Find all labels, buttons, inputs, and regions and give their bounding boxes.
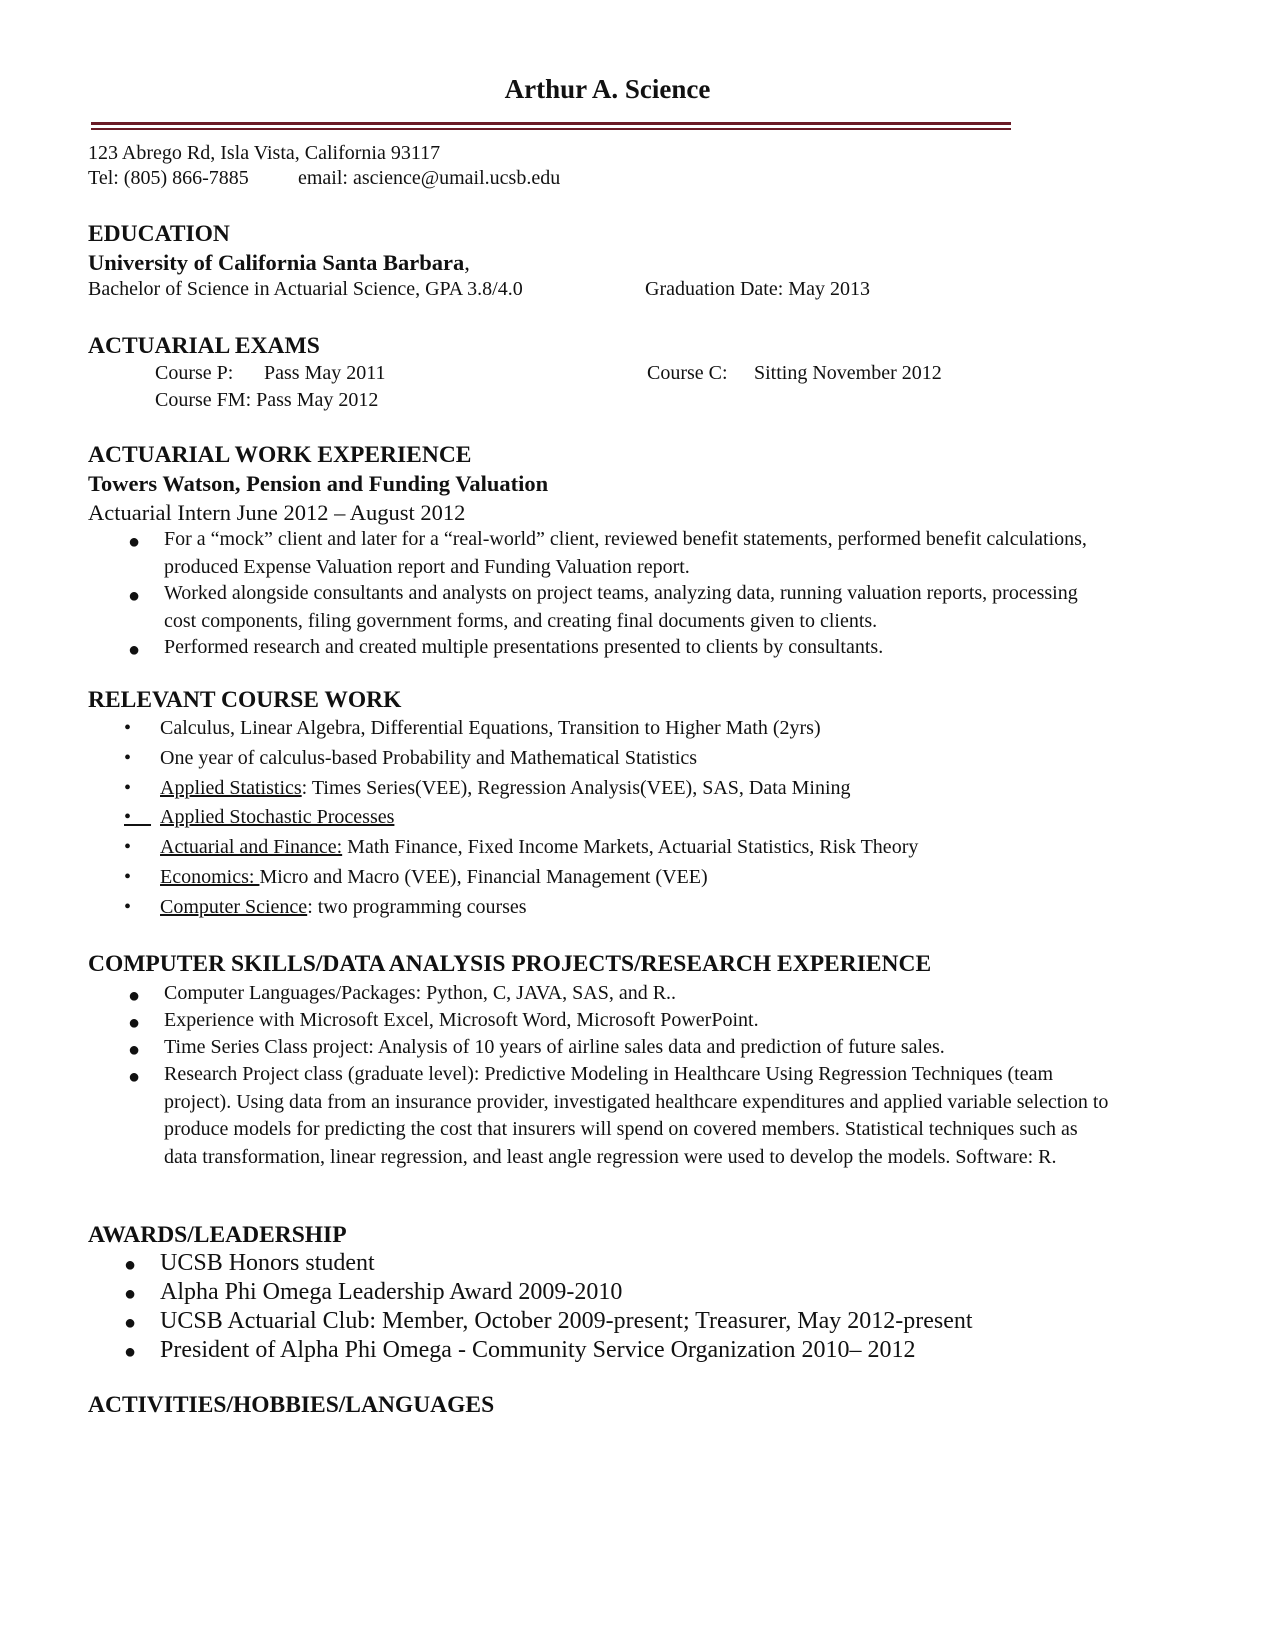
- course-label: Computer Science: [160, 896, 308, 918]
- course-item-5: [160, 836, 918, 859]
- course-text: : Times Series(VEE), Regression Analysis(VEE), SAS, Data Mining: [301, 777, 851, 799]
- work-bullet-2: Worked alongside consultants and analysts on project teams, analyzing data, running valuation reports, processing cost components, filing government forms, and creating final documents given to clients.: [164, 582, 1078, 632]
- exam-c-value: Sitting November 2012: [754, 362, 942, 384]
- bullet-icon: ●: [128, 1039, 141, 1061]
- exams-heading: ACTUARIAL EXAMS: [88, 333, 320, 359]
- course-label: Economics:: [160, 866, 260, 888]
- education-school: University of California Santa Barbara: [88, 250, 465, 275]
- bullet-icon: ●: [128, 531, 141, 553]
- course-text: Calculus, Linear Algebra, Differential Equations, Transition to Higher Math (2yrs): [160, 717, 821, 739]
- contact-address: 123 Abrego Rd, Isla Vista, California 93117: [88, 142, 441, 164]
- contact-email: email: ascience@umail.ucsb.edu: [298, 167, 561, 189]
- course-label: Applied Statistics: [160, 777, 302, 799]
- bullet-icon: ●: [128, 639, 141, 661]
- course-item-3: [160, 777, 851, 800]
- award-item-1: UCSB Honors student: [160, 1250, 375, 1276]
- work-bullet-1: For a “mock” client and later for a “real-world” client, reviewed benefit statements, performed benefit calculations, produced Expense Valuation report and Funding Valuation report.: [164, 528, 1087, 578]
- bullet-icon: •: [124, 806, 152, 828]
- coursework-heading: RELEVANT COURSE WORK: [88, 687, 402, 713]
- activities-heading: ACTIVITIES/HOBBIES/LANGUAGES: [88, 1392, 495, 1418]
- applicant-name: Arthur A. Science: [504, 74, 711, 104]
- work-heading: ACTUARIAL WORK EXPERIENCE: [88, 442, 472, 468]
- work-bullet-3: Performed research and created multiple presentations presented to clients by consultants.: [164, 636, 884, 658]
- course-label: Actuarial and Finance:: [160, 836, 343, 858]
- course-text: Micro and Macro (VEE), Financial Management (VEE): [259, 866, 708, 888]
- award-item-4: President of Alpha Phi Omega - Community Service Organization 2010– 2012: [160, 1337, 916, 1363]
- course-item-2: [160, 747, 697, 770]
- bullet-icon: •: [124, 836, 132, 858]
- bullet-icon: •: [124, 717, 132, 739]
- bullet-icon: ●: [128, 1066, 141, 1088]
- bullet-icon: ●: [124, 1283, 137, 1305]
- bullet-icon: ●: [124, 1341, 137, 1363]
- course-item-4: [160, 806, 394, 829]
- course-item-6: [160, 866, 708, 889]
- bullet-icon: •: [124, 896, 132, 918]
- header-divider: [91, 122, 1011, 131]
- education-graduation: Graduation Date: May 2013: [645, 278, 870, 300]
- divider-line-bottom: [91, 128, 1011, 130]
- education-school-suffix: ,: [464, 250, 470, 275]
- bullet-icon: ●: [128, 985, 141, 1007]
- exam-fm: Course FM: Pass May 2012: [155, 389, 379, 411]
- contact-phone: Tel: (805) 866-7885: [88, 167, 249, 189]
- bullet-icon: ●: [124, 1312, 137, 1334]
- bullet-icon: •: [124, 777, 132, 799]
- award-item-3: UCSB Actuarial Club: Member, October 2009-present; Treasurer, May 2012-present: [160, 1308, 973, 1334]
- course-item-1: [160, 717, 821, 740]
- awards-heading: AWARDS/LEADERSHIP: [88, 1222, 347, 1248]
- course-item-7: [160, 896, 527, 919]
- exam-c-label: Course C:: [647, 362, 728, 384]
- skills-bullet-2: Experience with Microsoft Excel, Microsoft Word, Microsoft PowerPoint.: [164, 1009, 759, 1031]
- divider-line-top: [91, 122, 1011, 125]
- work-employer: Towers Watson, Pension and Funding Valuation: [88, 471, 549, 496]
- exam-p-label: Course P:: [155, 362, 234, 384]
- course-text: Math Finance, Fixed Income Markets, Actuarial Statistics, Risk Theory: [342, 836, 919, 858]
- skills-bullet-3: Time Series Class project: Analysis of 10 years of airline sales data and prediction of future sales.: [164, 1036, 945, 1058]
- skills-bullet-4: Research Project class (graduate level): Predictive Modeling in Healthcare Using Regression Techniques (team project). Using data from an insurance provider, investigated healthcare expenditures and applied variable selection to produce models for predicting the cost that insurers will spend on covered members. Statistical techniques such as data transformation, linear regression, and least angle regression were used to develop the models. Software: R.: [164, 1063, 1109, 1168]
- course-text: : two programming courses: [307, 896, 527, 918]
- skills-heading: COMPUTER SKILLS/DATA ANALYSIS PROJECTS/RESEARCH EXPERIENCE: [88, 951, 932, 977]
- skills-bullet-1: Computer Languages/Packages: Python, C, JAVA, SAS, and R..: [164, 982, 677, 1004]
- work-role: Actuarial Intern June 2012 – August 2012: [88, 500, 466, 525]
- bullet-icon: ●: [128, 1012, 141, 1034]
- bullet-icon: •: [124, 866, 132, 888]
- award-item-2: Alpha Phi Omega Leadership Award 2009-2010: [160, 1279, 623, 1305]
- education-school-line: [88, 250, 470, 276]
- course-label: Applied Stochastic Processes: [160, 806, 395, 828]
- course-text: One year of calculus-based Probability and Mathematical Statistics: [160, 747, 698, 769]
- exam-p-value: Pass May 2011: [264, 362, 386, 384]
- education-degree: Bachelor of Science in Actuarial Science, GPA 3.8/4.0: [88, 278, 523, 300]
- bullet-icon: ●: [124, 1254, 137, 1276]
- education-heading: EDUCATION: [88, 221, 230, 247]
- bullet-icon: •: [124, 747, 132, 769]
- bullet-icon: ●: [128, 585, 141, 607]
